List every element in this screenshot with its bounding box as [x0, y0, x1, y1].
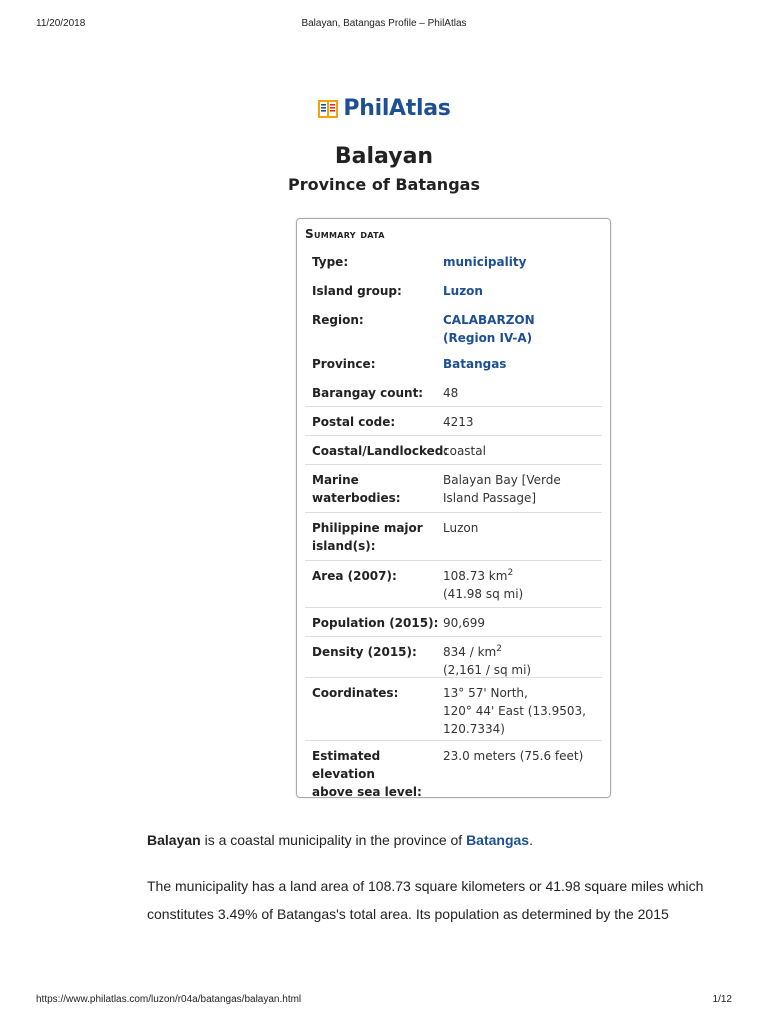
area-paragraph: The municipality has a land area of 108.73 square kilometers or 41.98 square miles which constitutes 3.49% of Batangas's total area. Its population as determined by the 2015 [147, 878, 704, 922]
summary-label: Density (2015): [312, 645, 417, 659]
intro-end: . [529, 832, 533, 848]
summary-label: Type: [312, 255, 349, 269]
value-superscript: 2 [507, 568, 514, 578]
atlas-book-icon [317, 98, 339, 120]
summary-row [305, 349, 602, 378]
value-superscript: 2 [496, 644, 502, 654]
summary-row [305, 465, 602, 513]
summary-value: 13° 57' North, 120° 44' East (13.9503, 120.7334) [443, 686, 586, 736]
summary-value: 23.0 meters (75.6 feet) [443, 749, 584, 763]
summary-label: Barangay count: [312, 386, 424, 400]
print-page-number: 1/12 [712, 994, 732, 1005]
summary-row [305, 276, 602, 305]
summary-value[interactable]: municipality [443, 255, 527, 269]
summary-label: Coordinates: [312, 686, 399, 700]
summary-data-box [296, 218, 611, 798]
summary-label: Coastal/Landlocked: [312, 444, 449, 458]
summary-value: coastal [443, 444, 486, 458]
summary-row [305, 436, 602, 465]
summary-row [305, 678, 602, 741]
summary-row [305, 741, 602, 799]
summary-label: Marine waterbodies: [312, 473, 401, 505]
summary-value: 90,699 [443, 616, 485, 630]
logo-text: PhilAtlas [343, 96, 451, 121]
value-main: 108.73 km [443, 569, 508, 583]
intro-paragraph [147, 826, 757, 854]
summary-value [443, 643, 602, 677]
intro-text: is a coastal municipality in the province of [200, 832, 467, 848]
value-secondary: (2,161 / sq mi) [443, 663, 532, 677]
summary-label: Philippine major island(s): [312, 521, 423, 553]
summary-title: Summary data [305, 227, 385, 241]
value-main: 834 / km [443, 645, 497, 659]
summary-label: Province: [312, 357, 376, 371]
summary-value: 48 [443, 386, 459, 400]
philatlas-logo[interactable] [0, 96, 768, 121]
page-title: Balayan [334, 144, 434, 169]
summary-rows [305, 247, 602, 799]
summary-row [305, 247, 602, 276]
summary-label: Postal code: [312, 415, 396, 429]
print-date: 11/20/2018 [36, 18, 86, 29]
summary-row [305, 608, 602, 637]
summary-row [305, 378, 602, 407]
summary-value: 4213 [443, 415, 474, 429]
page-subtitle: Province of Batangas [288, 175, 480, 194]
summary-value [443, 567, 602, 602]
summary-row [305, 561, 602, 608]
summary-row [305, 513, 602, 561]
summary-row [305, 305, 602, 349]
print-url: https://www.philatlas.com/luzon/r04a/batangas/balayan.html [36, 994, 302, 1005]
summary-value[interactable]: Batangas [443, 357, 507, 371]
summary-value: Balayan Bay [Verde Island Passage] [443, 473, 561, 505]
value-secondary: (41.98 sq mi) [443, 587, 524, 601]
summary-label: Island group: [312, 284, 402, 298]
summary-label: Area (2007): [312, 569, 397, 583]
summary-label: Region: [312, 313, 364, 327]
summary-row [305, 637, 602, 678]
summary-value: Luzon [443, 521, 479, 535]
summary-value[interactable]: Luzon [443, 284, 483, 298]
summary-row [305, 407, 602, 436]
municipality-name: Balayan [147, 832, 201, 848]
summary-value[interactable]: CALABARZON (Region IV-A) [443, 313, 535, 345]
summary-label: Population (2015): [312, 616, 439, 630]
province-link[interactable]: Batangas [466, 832, 530, 848]
summary-label: Estimated elevation above sea level: [312, 749, 422, 799]
print-page-title: Balayan, Batangas Profile – PhilAtlas [301, 18, 467, 29]
